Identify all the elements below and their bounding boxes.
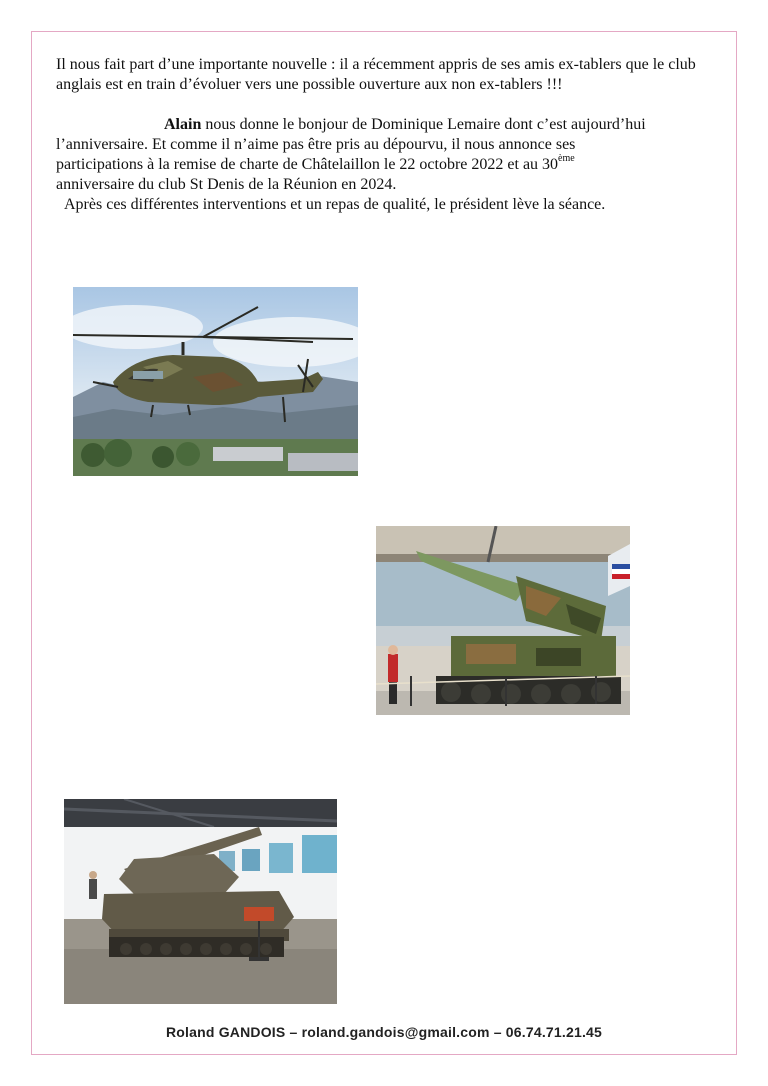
- alain-line1: nous donne le bonjour de Dominique Lemaire dont c’est aujourd’hui: [201, 116, 646, 133]
- paragraph-alain: [56, 115, 724, 195]
- superscript-eme: ème: [558, 152, 575, 164]
- alain-line3: participations à la remise de charte de Châtelaillon le 22 octobre 2022 et au 30: [56, 156, 559, 173]
- paragraph-announcement: Il nous fait part d’une importante nouvelle : il a récemment appris de ses amis ex-tablers que le club anglais est en train d’évoluer vers une possible ouverture aux non ex-tablers !!!: [56, 56, 696, 93]
- missile-launcher-photo: [376, 526, 630, 715]
- alain-line2: l’anniversaire. Et comme il n’aime pas être pris au dépourvu, il nous annonce ses: [56, 136, 576, 153]
- body-text: [56, 55, 724, 215]
- alain-line4: anniversaire du club St Denis de la Réunion en 2024.: [56, 176, 397, 193]
- tank-photo: [64, 799, 337, 1004]
- paragraph-closing: Après ces différentes interventions et un repas de qualité, le président lève la séance.: [64, 196, 606, 213]
- footer-contact: Roland GANDOIS – roland.gandois@gmail.com – 06.74.71.21.45: [165, 1024, 603, 1040]
- helicopter-photo: [73, 287, 358, 476]
- name-alain: Alain: [164, 116, 202, 133]
